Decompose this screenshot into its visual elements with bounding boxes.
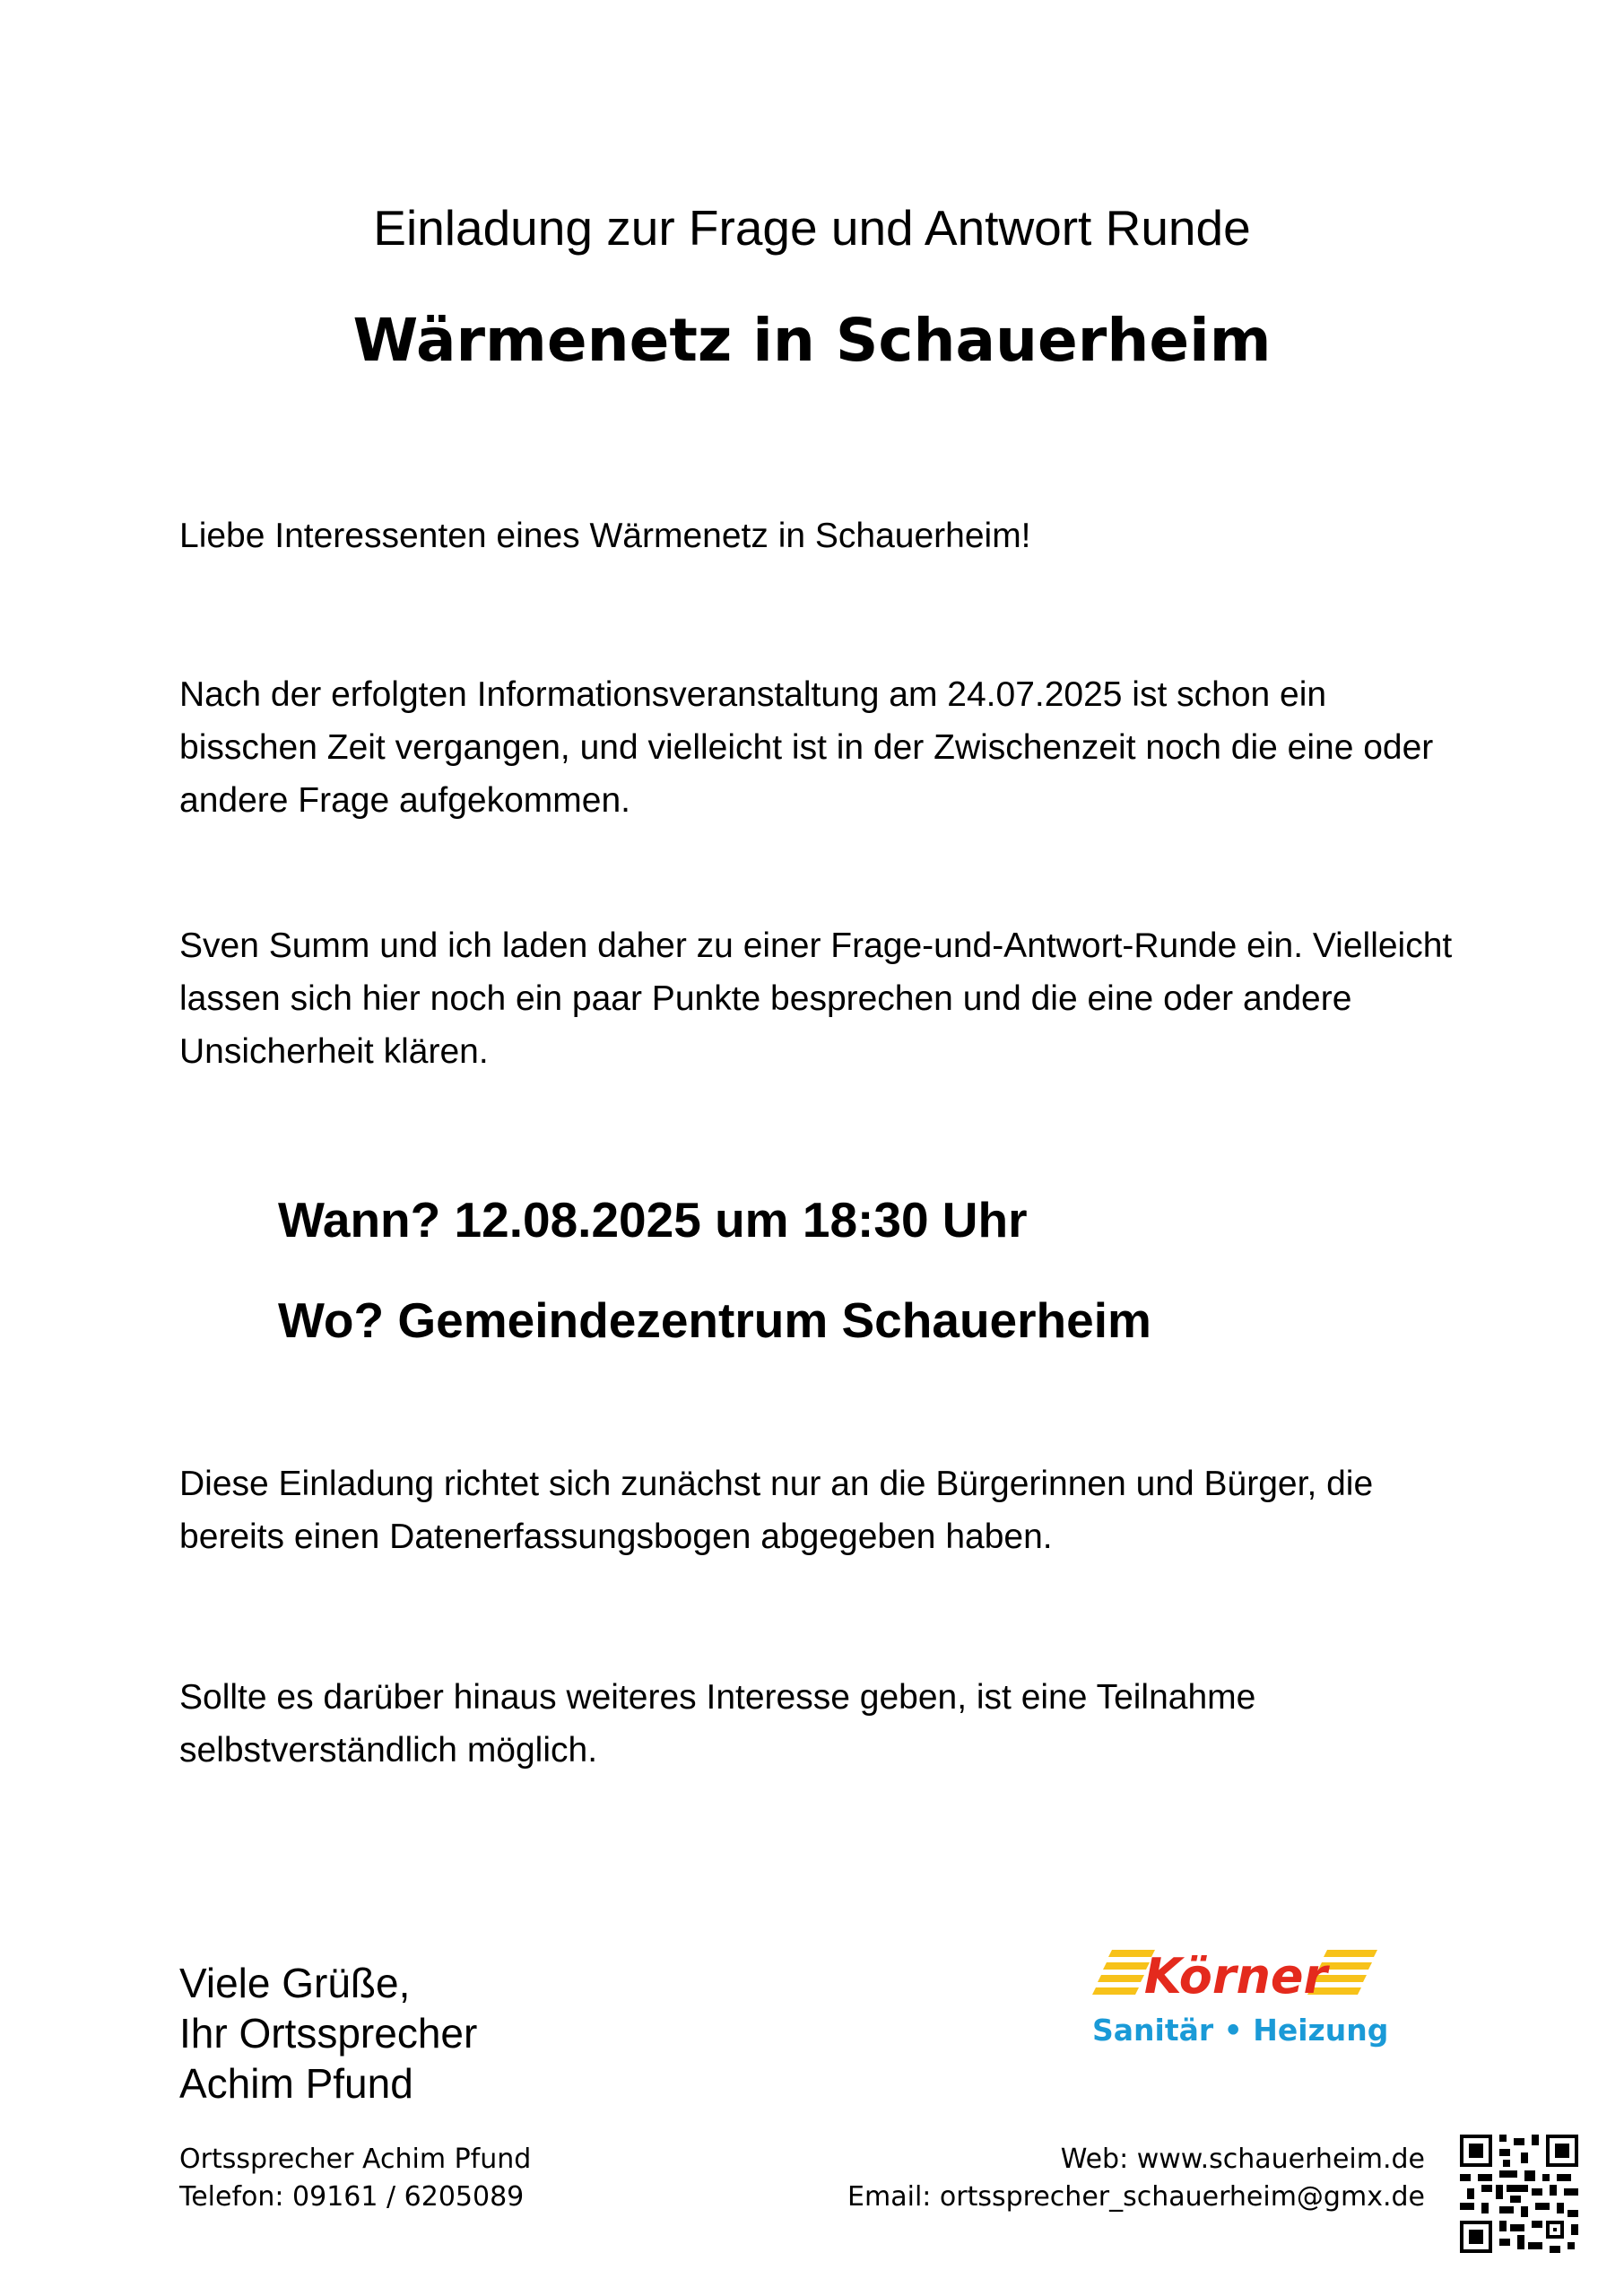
company-logo — [1092, 1946, 1389, 2054]
footer-website[interactable]: Web: www.schauerheim.de — [1060, 2144, 1425, 2175]
event-where: Wo? Gemeindezentrum Schauerheim — [278, 1292, 1151, 1348]
footer-phone: Telefon: 09161 / 6205089 — [179, 2181, 525, 2213]
signature-role: Ihr Ortssprecher — [179, 2010, 478, 2057]
invitation-heading: Einladung zur Frage und Antwort Runde — [373, 200, 1251, 256]
paragraph-invitation: Sven Summ und ich laden daher zu einer Frage-und-Antwort-Runde ein. Vielleicht lassen sich hier noch ein paar Punkte besprechen und die eine oder andere Unsicherheit klären. — [179, 926, 1453, 1071]
logo-brand: Körner — [1143, 1948, 1328, 2004]
signature-closing: Viele Grüße, — [179, 1960, 411, 2006]
footer-contact — [179, 2141, 531, 2216]
logo-tagline: Sanitär • Heizung — [1092, 2013, 1389, 2048]
paragraph-participation: Sollte es darüber hinaus weiteres Interesse geben, ist eine Teilnahme selbstverständlich möglich. — [179, 1678, 1256, 1770]
event-when: Wann? 12.08.2025 um 18:30 Uhr — [278, 1192, 1028, 1248]
qr-code-icon — [1460, 2135, 1578, 2253]
footer-web-contact — [847, 2141, 1425, 2216]
page-title: Wärmenetz in Schauerheim — [352, 306, 1272, 375]
paragraph-audience: Diese Einladung richtet sich zunächst nur an die Bürgerinnen und Bürger, die bereits einen Datenerfassungsbogen abgegeben haben. — [179, 1465, 1374, 1556]
paragraph-intro: Nach der erfolgten Informationsveranstaltung am 24.07.2025 ist schon ein bisschen Zeit vergangen, und vielleicht ist in der Zwischenzeit noch die eine oder andere Frage aufgekommen. — [179, 675, 1434, 820]
greeting: Liebe Interessenten eines Wärmenetz in Schauerheim! — [179, 517, 1031, 555]
qr-code-graphic — [1460, 2135, 1578, 2253]
footer-name: Ortssprecher Achim Pfund — [179, 2144, 532, 2175]
footer-email[interactable]: Email: ortssprecher_schauerheim@gmx.de — [847, 2181, 1425, 2213]
signature-name: Achim Pfund — [179, 2060, 413, 2107]
logo-stripes — [1092, 1946, 1379, 2004]
